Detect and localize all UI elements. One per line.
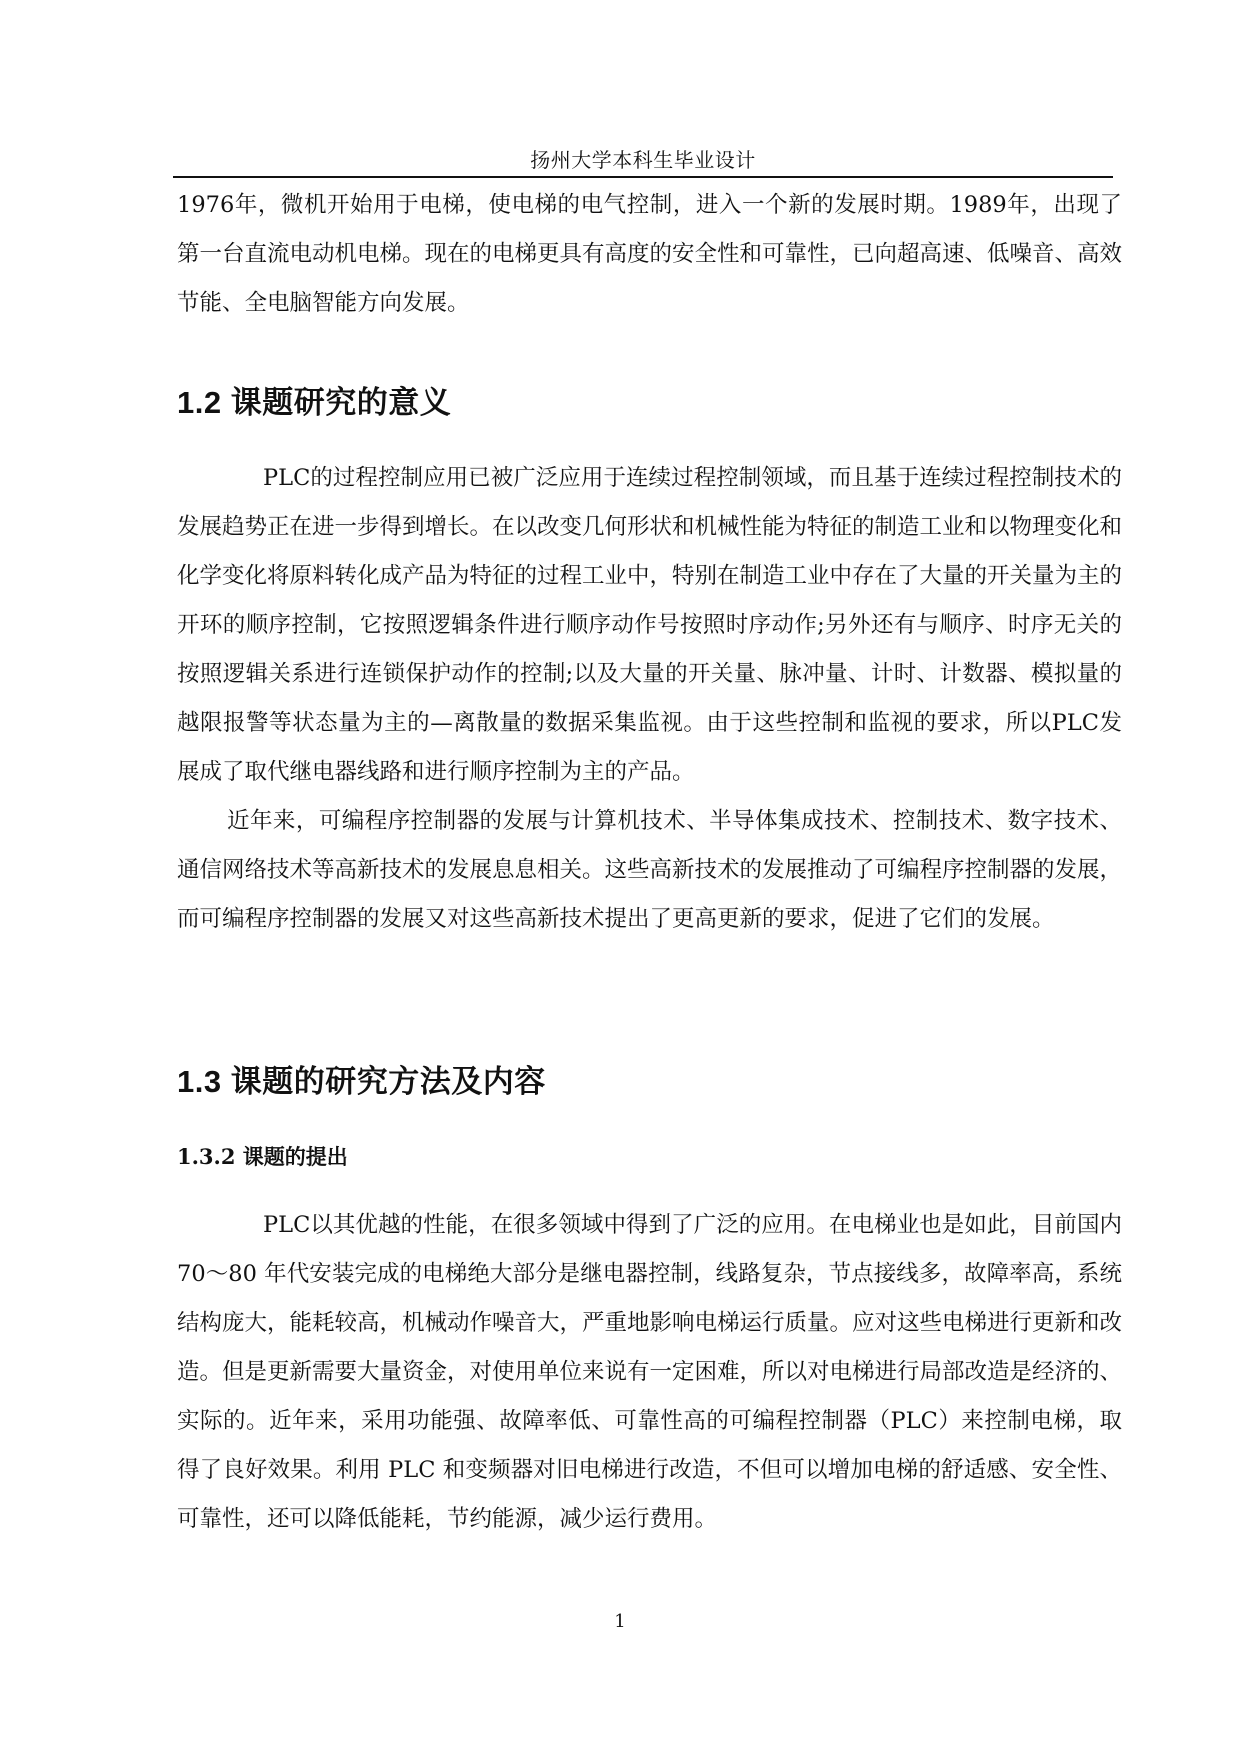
section-heading-1-3: 1.3 课题的研究方法及内容 (177, 1064, 546, 1099)
subsection-1-3-2-body (177, 1201, 1122, 1544)
section-1-2-paragraph-1: PLC的过程控制应用已被广泛应用于连续过程控制领域，而且基于连续过程控制技术的发展趋势正在进一步得到增长。在以改变几何形状和机械性能为特征的制造工业和以物理变化和化学变化将原料转化成产品为特征的过程工业中，特别在制造工业中存在了大量的开关量为主的开环的顺序控制，它按照逻辑条件进行顺序动作号按照时序动作;另外还有与顺序、时序无关的按照逻辑关系进行连锁保护动作的控制;以及大量的开关量、脉冲量、计时、计数器、模拟量的越限报警等状态量为主的—离散量的数据采集监视。由于这些控制和监视的要求，所以PLC发展成了取代继电器线路和进行顺序控制为主的产品。 (177, 465, 1123, 785)
subsection-1-3-2-paragraph: PLC以其优越的性能，在很多领域中得到了广泛的应用。在电梯业也是如此，目前国内 70～80 年代安装完成的电梯绝大部分是继电器控制，线路复杂，节点接线多，故障率高，系统结构庞大，能耗较高，机械动作噪音大，严重地影响电梯运行质量。应对这些电梯进行更新和改造。但是更新需要大量资金，对使用单位来说有一定困难，所以对电梯进行局部改造是经济的、实际的。近年来，采用功能强、故障率低、可靠性高的可编程控制器（PLC）来控制电梯，取得了良好效果。利用 PLC 和变频器对旧电梯进行改造，不但可以增加电梯的舒适感、安全性、可靠性，还可以降低能耗，节约能源，减少运行费用。 (177, 1212, 1123, 1532)
running-header: 扬州大学本科生毕业设计 (530, 148, 756, 172)
intro-paragraph: 1976年，微机开始用于电梯，使电梯的电气控制，进入一个新的发展时期。1989年，出现了第一台直流电动机电梯。现在的电梯更具有高度的安全性和可靠性，已向超高速、低噪音、高效节能、全电脑智能方向发展。 (177, 192, 1123, 316)
intro-text-block (177, 181, 1122, 328)
page-number: 1 (614, 1611, 626, 1632)
header-divider (173, 176, 1113, 178)
subsection-heading-1-3-2: 1.3.2 课题的提出 (177, 1144, 348, 1169)
section-1-2-paragraph-2: 近年来，可编程序控制器的发展与计算机技术、半导体集成技术、控制技术、数字技术、通信网络技术等高新技术的发展息息相关。这些高新技术的发展推动了可编程序控制器的发展，而可编程序控制器的发展又对这些高新技术提出了更高更新的要求，促进了它们的发展。 (177, 808, 1123, 932)
section-heading-1-2: 1.2 课题研究的意义 (177, 385, 452, 420)
section-1-2-body (177, 454, 1122, 944)
